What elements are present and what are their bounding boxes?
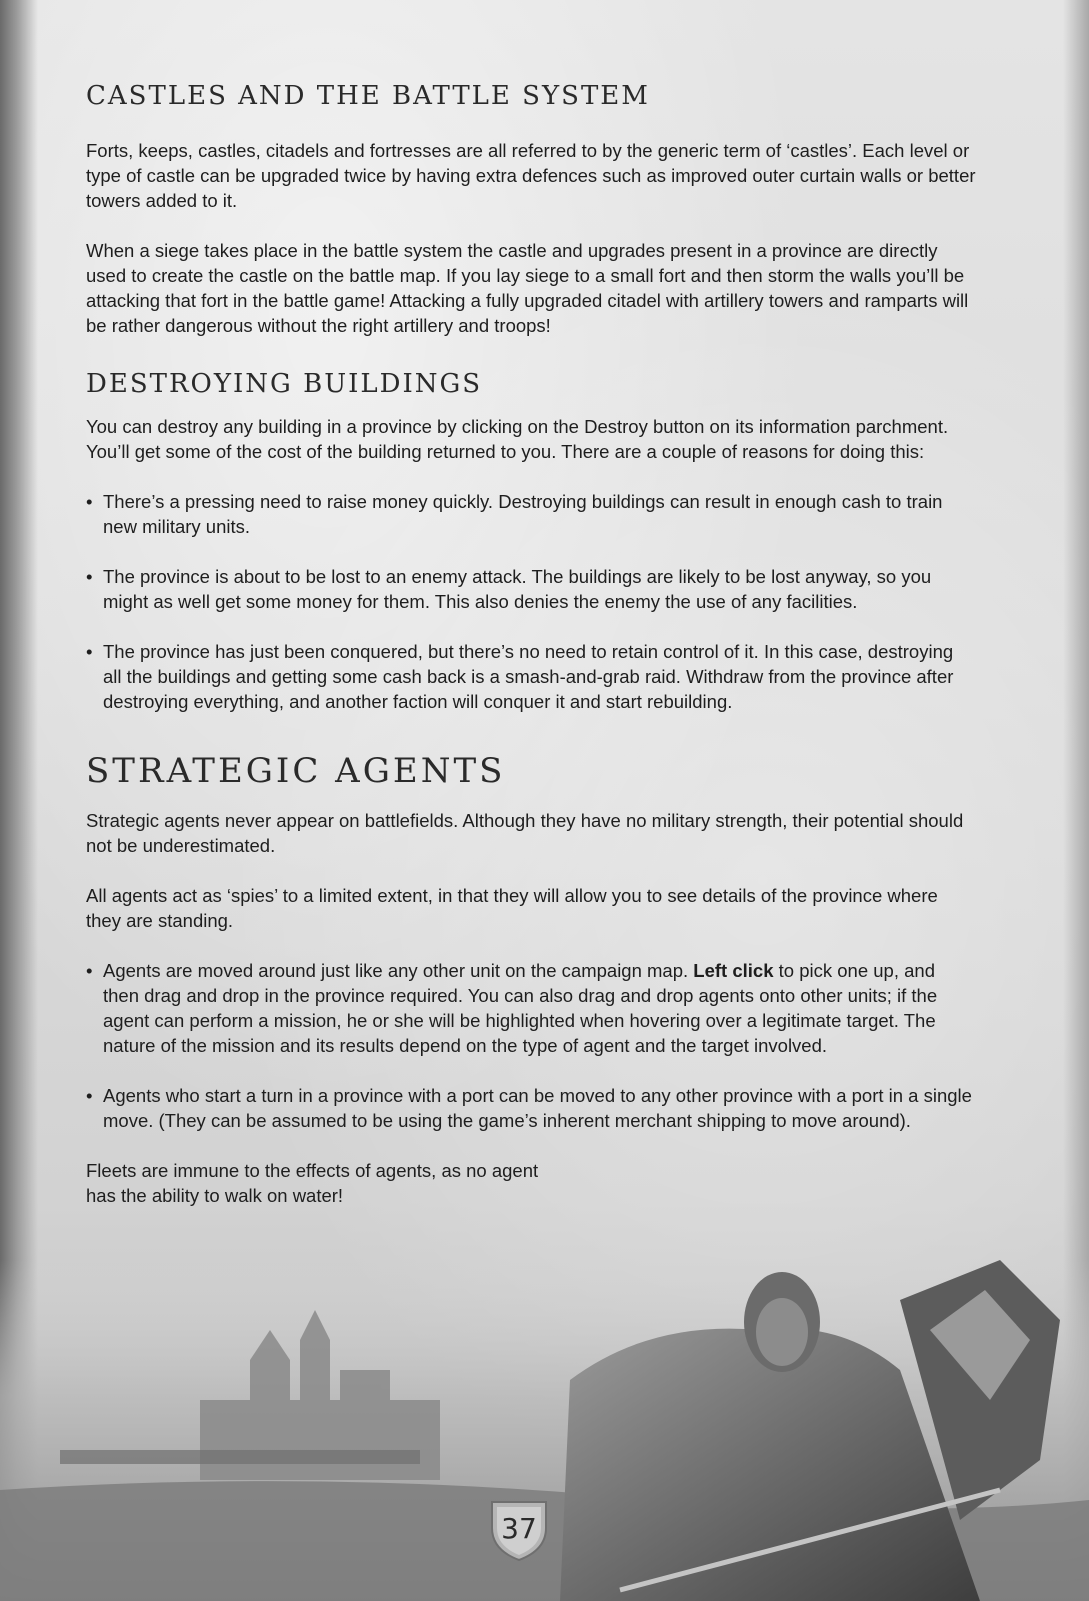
left-click-emphasis: Left click [693, 960, 774, 981]
bullet-point: • [86, 566, 93, 587]
bullet-point: • [86, 1085, 93, 1106]
agents-section-heading: STRATEGIC AGENTS [86, 751, 506, 791]
destroying-bullet: • The province is about to be lost to an enemy attack. The buildings are likely to be lost anyway, so you might as well get some money for them. This also denies the enemy the use of any facilities. [86, 566, 932, 612]
agents-paragraph: All agents act as ‘spies’ to a limited extent, in that they will allow you to see details of the province where they are standing. [86, 885, 938, 931]
army-ranks [60, 1450, 420, 1464]
destroying-section-heading: DESTROYING BUILDINGS [86, 369, 483, 399]
page-content [86, 80, 976, 1208]
bullet-point: • [86, 641, 93, 662]
castles-paragraph: When a siege takes place in the battle system the castle and upgrades present in a province are directly used to create the castle on the battle map. If you lay siege to a small fort and then storm the walls you’ll be attacking that fort in the battle game! Attacking a fully upgraded citadel with artillery towers and ramparts will be rather dangerous without the right artillery and troops! [86, 240, 969, 336]
agents-closing: Fleets are immune to the effects of agents, as no agent has the ability to walk on water! [86, 1160, 539, 1206]
bullet-point: • [86, 960, 93, 981]
page-number-shield [488, 1498, 550, 1562]
castles-paragraph: Forts, keeps, castles, citadels and fortresses are all referred to by the generic term of ‘castles’. Each level or type of castle can be upgraded twice by having extra defences such as improved outer curtain walls or better towers added to it. [86, 140, 976, 211]
page-number: 37 [501, 1512, 537, 1545]
bullet-point: • [86, 491, 93, 512]
destroying-bullet: • The province has just been conquered, but there’s no need to retain control of it. In this case, destroying all the buildings and getting some cash back is a smash-and-grab raid. Withdraw from the province after destroying everything, and another faction will conquer it and start rebuilding. [86, 641, 954, 712]
destroying-bullet: • There’s a pressing need to raise money quickly. Destroying buildings can result in enough cash to train new military units. [86, 491, 943, 537]
destroying-intro: You can destroy any building in a province by clicking on the Destroy button on its information parchment. You’ll get some of the cost of the building returned to you. There are a couple of reasons for doing this: [86, 416, 949, 462]
agents-paragraph: Strategic agents never appear on battlefields. Although they have no military strength, their potential should not be underestimated. [86, 810, 964, 856]
castles-section-heading: CASTLES AND THE BATTLE SYSTEM [86, 81, 650, 111]
agents-bullet: • Agents are moved around just like any other unit on the campaign map. Left click to pick one up, and then drag and drop in the province required. You can also drag and drop agents onto other units; if the agent can perform a mission, he or she will be highlighted when hovering over a legitimate target. The nature of the mission and its results depend on the type of agent and the target involved. [86, 960, 938, 1056]
agents-bullet: • Agents who start a turn in a province with a port can be moved to any other province with a port in a single move. (They can be assumed to be using the game’s inherent merchant shipping to move around). [86, 1085, 972, 1131]
